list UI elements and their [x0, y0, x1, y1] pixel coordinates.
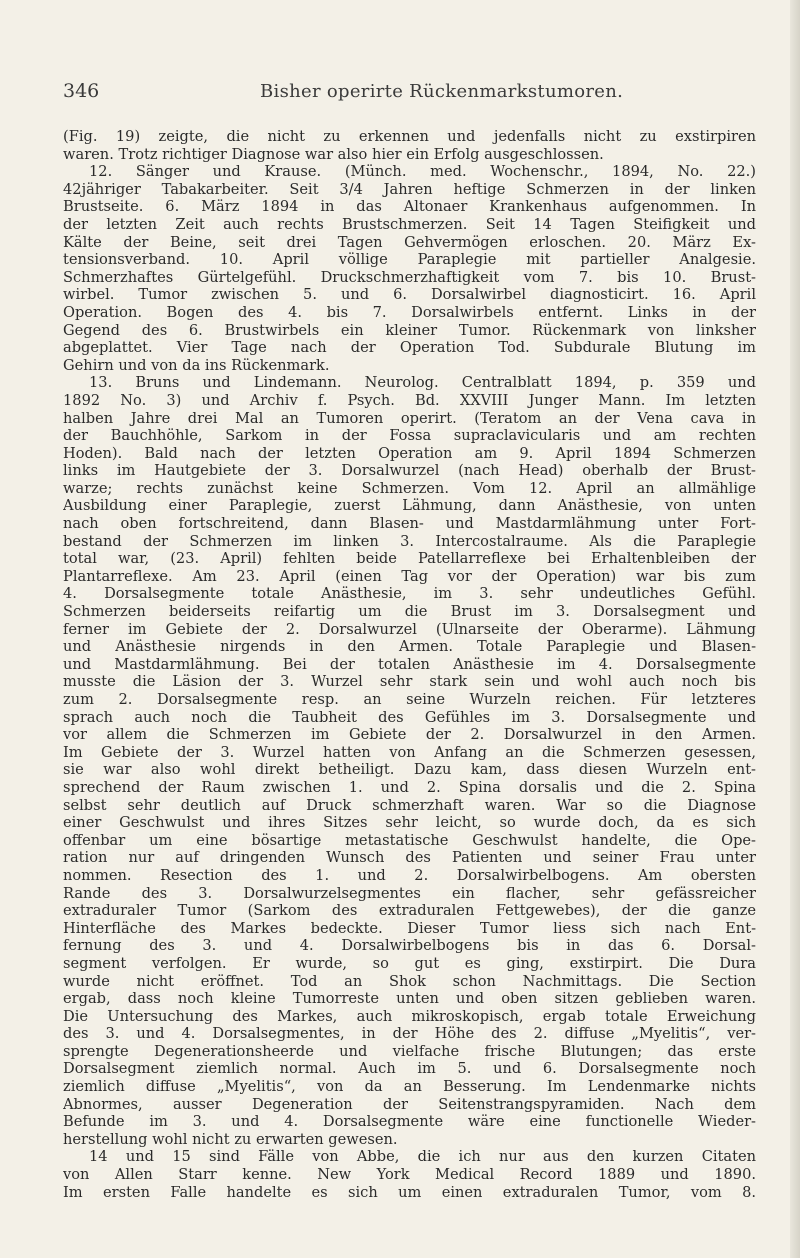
text-line: Plantarreflexe. Am 23. April (einen Tag vor der Operation) war bis zum [63, 567, 756, 585]
text-line: sprengte Degenerationsheerde und vielfache frische Blutungen; das erste [63, 1042, 756, 1060]
text-line: wirbel. Tumor zwischen 5. und 6. Dorsalwirbel diagnosticirt. 16. April [63, 286, 756, 304]
text-line: ration nur auf dringenden Wunsch des Patienten und seiner Frau unter [63, 849, 756, 867]
text-line: sprach auch noch die Taubheit des Gefühles im 3. Dorsalsegmente und [63, 708, 756, 726]
page-edge [790, 0, 800, 1258]
text-line: 1892 No. 3) und Archiv f. Psych. Bd. XXVIII Junger Mann. Im letzten [63, 391, 756, 409]
text-line: extraduraler Tumor (Sarkom des extraduralen Fettgewebes), der die ganze [63, 902, 756, 920]
text-line: bestand der Schmerzen im linken 3. Intercostalraume. Als die Paraplegie [63, 532, 756, 550]
text-line: Brustseite. 6. März 1894 in das Altonaer Krankenhaus aufgenommen. In [63, 198, 756, 216]
text-line: Dorsalsegment ziemlich normal. Auch im 5. und 6. Dorsalsegmente noch [63, 1060, 756, 1078]
text-line: der Bauchhöhle, Sarkom in der Fossa supraclavicularis und am rechten [63, 427, 756, 445]
text-line: (Fig. 19) zeigte, die nicht zu erkennen und jedenfalls nicht zu exstirpiren [63, 128, 756, 145]
text-line: fernung des 3. und 4. Dorsalwirbelbogens bis in das 6. Dorsal- [63, 937, 756, 955]
text-line: des 3. und 4. Dorsalsegmentes, in der Höhe des 2. diffuse „Myelitis“, ver- [63, 1025, 756, 1043]
text-line: 4. Dorsalsegmente totale Anästhesie, im 3. sehr undeutliches Gefühl. [63, 585, 756, 603]
page-header [63, 80, 763, 108]
text-line: total war, (23. April) fehlten beide Patellarreflexe bei Erhaltenbleiben der [63, 550, 756, 568]
text-line: Ausbildung einer Paraplegie, zuerst Lähmung, dann Anästhesie, von unten [63, 497, 756, 515]
text-line: tensionsverband. 10. April völlige Paraplegie mit partieller Analgesie. [63, 251, 756, 269]
text-line: Abnormes, ausser Degeneration der Seitenstrangspyramiden. Nach dem [63, 1095, 756, 1113]
text-line: ferner im Gebiete der 2. Dorsalwurzel (Ulnarseite der Oberarme). Lähmung [63, 620, 756, 638]
text-line: einer Geschwulst und ihres Sitzes sehr leicht, so wurde doch, da es sich [63, 814, 756, 832]
text-line: 42jähriger Tabakarbeiter. Seit 3/4 Jahren heftige Schmerzen in der linken [63, 180, 756, 198]
text-line: Operation. Bogen des 4. bis 7. Dorsalwirbels entfernt. Links in der [63, 303, 756, 321]
text-line: sie war also wohl direkt betheiligt. Dazu kam, dass diesen Wurzeln ent- [63, 761, 756, 779]
text-line: herstellung wohl nicht zu erwarten gewesen. [63, 1130, 398, 1148]
page-number: 346 [63, 80, 100, 102]
text-line: Befunde im 3. und 4. Dorsalsegmente wäre eine functionelle Wieder- [63, 1113, 756, 1131]
text-line: waren. Trotz richtiger Diagnose war also hier ein Erfolg ausgeschlossen. [63, 145, 604, 163]
text-line: 13. Bruns und Lindemann. Neurolog. Centralblatt 1894, p. 359 und [89, 374, 756, 392]
text-line: 14 und 15 sind Fälle von Abbe, die ich nur aus den kurzen Citaten [89, 1148, 756, 1166]
text-line: offenbar um eine bösartige metastatische Geschwulst handelte, die Ope- [63, 831, 756, 849]
text-line: selbst sehr deutlich auf Druck schmerzhaft waren. War so die Diagnose [63, 796, 756, 814]
text-line: zum 2. Dorsalsegmente resp. an seine Wurzeln reichen. Für letzteres [63, 691, 756, 708]
text-line: nach oben fortschreitend, dann Blasen- und Mastdarmlähmung unter Fort- [63, 515, 756, 533]
text-line: 12. Sänger und Krause. (Münch. med. Wochenschr., 1894, No. 22.) [89, 163, 756, 181]
text-line: links im Hautgebiete der 3. Dorsalwurzel (nach Head) oberhalb der Brust- [63, 462, 756, 480]
text-line: warze; rechts zunächst keine Schmerzen. Vom 12. April an allmählige [63, 479, 756, 497]
text-line: der letzten Zeit auch rechts Brustschmerzen. Seit 14 Tagen Steifigkeit und [63, 215, 756, 233]
text-line: ergab, dass noch kleine Tumorreste unten und oben sitzen geblieben waren. [63, 990, 756, 1008]
text-line: Rande des 3. Dorsalwurzelsegmentes ein flacher, sehr gefässreicher [63, 884, 756, 902]
text-line: Schmerzhaftes Gürtelgefühl. Druckschmerzhaftigkeit vom 7. bis 10. Brust- [63, 268, 756, 286]
text-line: wurde nicht eröffnet. Tod an Shok schon Nachmittags. Die Section [63, 972, 756, 990]
text-line: Im ersten Falle handelte es sich um einen extraduralen Tumor, vom 8. [63, 1183, 756, 1201]
text-line: Hoden). Bald nach der letzten Operation am 9. April 1894 Schmerzen [63, 444, 756, 462]
text-line: Die Untersuchung des Markes, auch mikroskopisch, ergab totale Erweichung [63, 1007, 756, 1025]
text-line: Gehirn und von da ins Rückenmark. [63, 356, 330, 374]
text-line: nommen. Resection des 1. und 2. Dorsalwirbelbogens. Am obersten [63, 866, 756, 884]
text-line: vor allem die Schmerzen im Gebiete der 2. Dorsalwurzel in den Armen. [63, 726, 756, 744]
text-line: Im Gebiete der 3. Wurzel hatten von Anfang an die Schmerzen gesessen, [63, 743, 756, 761]
text-line: und Mastdarmlähmung. Bei der totalen Anästhesie im 4. Dorsalsegmente [63, 655, 756, 673]
text-line: ziemlich diffuse „Myelitis“, von da an Besserung. Im Lendenmarke nichts [63, 1078, 756, 1096]
running-head: Bisher operirte Rückenmarkstumoren. [260, 81, 624, 102]
text-line: musste die Läsion der 3. Wurzel sehr stark sein und wohl auch noch bis [63, 673, 756, 691]
text-line: segment verfolgen. Er wurde, so gut es ging, exstirpirt. Die Dura [63, 954, 756, 972]
text-line: halben Jahre drei Mal an Tumoren operirt. (Teratom an der Vena cava in [63, 409, 756, 427]
text-line: und Anästhesie nirgends in den Armen. Totale Paraplegie und Blasen- [63, 638, 756, 656]
text-line: abgeplattet. Vier Tage nach der Operation Tod. Subdurale Blutung im [63, 339, 756, 357]
body-text [63, 128, 756, 1201]
text-line: Kälte der Beine, seit drei Tagen Gehvermögen erloschen. 20. März Ex- [63, 233, 756, 251]
text-line: von Allen Starr kenne. New York Medical Record 1889 und 1890. [63, 1166, 756, 1184]
text-line: Gegend des 6. Brustwirbels ein kleiner Tumor. Rückenmark von linksher [63, 321, 756, 339]
text-line: Schmerzen beiderseits reifartig um die Brust im 3. Dorsalsegment und [63, 603, 756, 621]
text-line: sprechend der Raum zwischen 1. und 2. Spina dorsalis und die 2. Spina [63, 778, 756, 796]
text-line: Hinterfläche des Markes bedeckte. Dieser Tumor liess sich nach Ent- [63, 919, 756, 937]
